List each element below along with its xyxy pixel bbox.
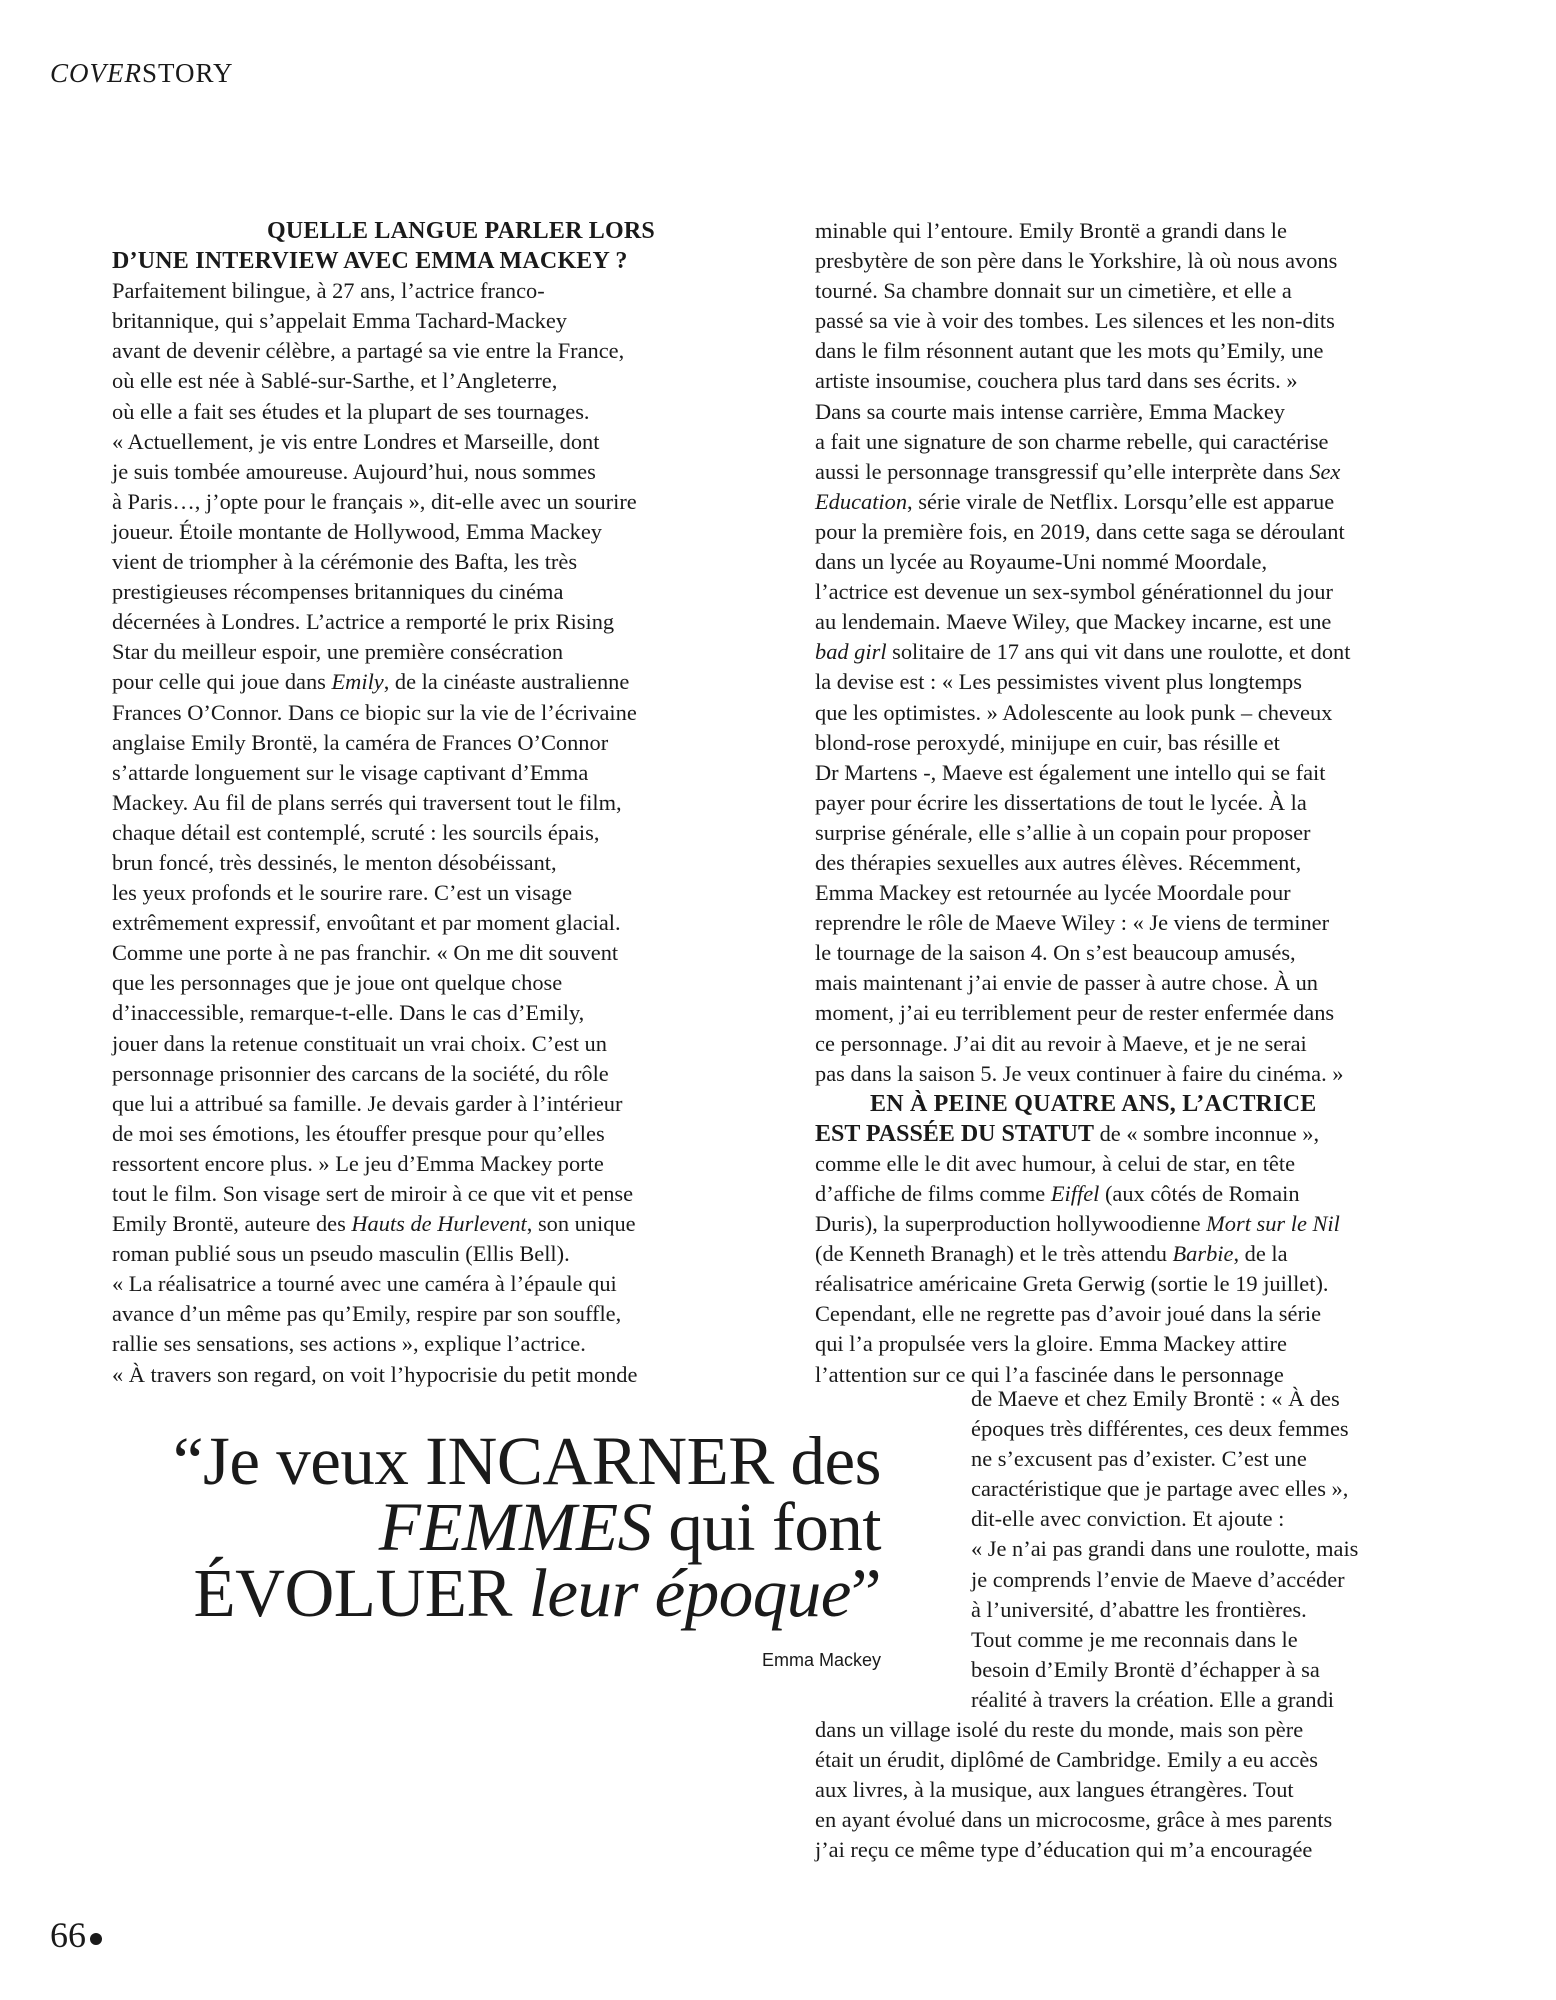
text-run: avance d’un même pas qu’Emily, respire par son souffle,	[112, 1301, 622, 1327]
text-line	[815, 998, 1350, 1028]
article-column-1	[112, 216, 655, 1390]
text-line	[815, 1089, 1350, 1119]
text-line	[815, 1149, 1350, 1179]
text-line	[815, 1745, 1332, 1775]
text-run: de moi ses émotions, les étouffer presque pour qu’elles	[112, 1120, 605, 1146]
text-line	[815, 758, 1350, 788]
text-line	[815, 1239, 1350, 1269]
text-line	[112, 547, 655, 577]
text-line	[815, 487, 1350, 517]
text-run: (de Kenneth Branagh) et le très attendu	[815, 1241, 1173, 1267]
bullet-dot-icon	[90, 1933, 102, 1945]
text-line	[815, 216, 1350, 246]
text-run: à l’université, d’abattre les frontières.	[971, 1596, 1307, 1622]
text-run: Mort sur le Nil	[1206, 1211, 1340, 1237]
pq-text: “Je veux	[172, 1423, 426, 1499]
text-run: « La réalisatrice a tourné avec une caméra à l’épaule qui	[112, 1271, 617, 1297]
text-line	[971, 1534, 1358, 1564]
section-header	[50, 58, 234, 89]
text-run: mais maintenant j’ai envie de passer à autre chose. À un	[815, 970, 1318, 996]
text-line	[815, 577, 1350, 607]
text-line	[971, 1444, 1358, 1474]
pq-text: des	[773, 1423, 881, 1499]
text-run: Cependant, elle ne regrette pas d’avoir joué dans la série	[815, 1301, 1322, 1327]
text-run: de « sombre inconnue »,	[1094, 1120, 1320, 1146]
text-run: réalité à travers la création. Elle a grandi	[971, 1686, 1335, 1712]
text-line	[815, 1029, 1350, 1059]
pull-quote-line-2	[173, 1489, 881, 1565]
text-run: prestigieuses récompenses britanniques du cinéma	[112, 579, 564, 605]
pq-text: leur époque	[528, 1555, 851, 1631]
article-column-3	[971, 1384, 1358, 1715]
text-line	[815, 1715, 1332, 1745]
text-run: pas dans la saison 5. Je veux continuer à faire du cinéma. »	[815, 1060, 1344, 1086]
text-run: Eiffel	[1050, 1181, 1100, 1206]
text-line	[971, 1565, 1358, 1595]
text-run: Frances O’Connor. Dans ce biopic sur la vie de l’écrivaine	[112, 699, 637, 725]
text-line	[112, 818, 655, 848]
text-run: dans le film résonnent autant que les mots qu’Emily, une	[815, 338, 1324, 364]
text-line	[815, 1775, 1332, 1805]
text-run: vient de triompher à la cérémonie des Bafta, les très	[112, 549, 578, 575]
text-run: pour la première fois, en 2019, dans cette saga se déroulant	[815, 518, 1345, 544]
text-line	[815, 366, 1350, 396]
text-run: brun foncé, très dessinés, le menton désobéissant,	[112, 849, 557, 875]
text-run: Hauts de Hurlevent	[351, 1211, 527, 1237]
text-run: que les personnages que je joue ont quelque chose	[112, 970, 563, 996]
text-line	[971, 1414, 1358, 1444]
text-line	[112, 848, 655, 878]
pq-text: ÉVOLUER	[193, 1555, 529, 1631]
text-line	[112, 607, 655, 637]
text-line	[815, 1329, 1350, 1359]
text-run: Education	[815, 488, 908, 514]
text-run: « Je n’ai pas grandi dans une roulotte, mais	[971, 1536, 1359, 1562]
text-line	[971, 1595, 1358, 1625]
header-story: STORY	[142, 58, 234, 88]
text-run: Emma Mackey est retournée au lycée Moordale pour	[815, 880, 1291, 906]
header-cover: COVER	[50, 58, 142, 88]
text-run: ce personnage. J’ai dit au revoir à Maeve, et je ne serai	[815, 1030, 1307, 1056]
pq-text: ”	[850, 1555, 881, 1631]
text-run: surprise générale, elle s’allie à un copain pour proposer	[815, 819, 1311, 845]
text-line	[971, 1655, 1358, 1685]
text-run: EST PASSÉE DU STATUT	[815, 1120, 1094, 1147]
text-run: « Actuellement, je vis entre Londres et Marseille, dont	[112, 428, 600, 454]
text-line	[815, 547, 1350, 577]
text-run: je comprends l’envie de Maeve d’accéder	[971, 1566, 1345, 1592]
text-line	[112, 306, 655, 336]
text-run: en ayant évolué dans un microcosme, grâce à mes parents	[815, 1807, 1333, 1833]
text-line	[112, 698, 655, 728]
text-run: bad girl	[815, 639, 887, 665]
text-run: au lendemain. Maeve Wiley, que Mackey incarne, est une	[815, 609, 1332, 635]
text-line	[112, 758, 655, 788]
text-line	[815, 938, 1350, 968]
text-line	[815, 427, 1350, 457]
text-run: presbytère de son père dans le Yorkshire, là où nous avons	[815, 248, 1338, 274]
text-run: (aux côtés de Romain	[1099, 1181, 1300, 1206]
article-column-2	[815, 216, 1350, 1390]
text-run: joueur. Étoile montante de Hollywood, Emma Mackey	[112, 518, 602, 544]
text-run: , série virale de Netflix. Lorsqu’elle est apparue	[907, 488, 1335, 514]
text-line	[112, 1299, 655, 1329]
text-line	[971, 1504, 1358, 1534]
text-run: l’attention sur ce qui l’a fascinée dans le personnage	[815, 1361, 1284, 1387]
text-run: chaque détail est contemplé, scruté : les sourcils épais,	[112, 819, 600, 845]
text-line	[112, 667, 655, 697]
text-run: Sex	[1309, 458, 1341, 484]
text-line	[815, 667, 1350, 697]
text-line	[815, 637, 1350, 667]
text-run: tout le film. Son visage sert de miroir à ce que vit et pense	[112, 1181, 634, 1206]
text-run: s’attarde longuement sur le visage captivant d’Emma	[112, 759, 589, 785]
text-run: aussi le personnage transgressif qu’elle interprète dans	[815, 458, 1310, 484]
text-line	[112, 577, 655, 607]
text-line	[112, 216, 655, 246]
text-line	[815, 848, 1350, 878]
pq-text: qui font	[651, 1489, 881, 1565]
text-line	[112, 728, 655, 758]
text-run: où elle a fait ses études et la plupart de ses tournages.	[112, 398, 590, 424]
text-run: à Paris…, j’opte pour le français », dit-elle avec un sourire	[112, 488, 637, 514]
pq-text: FEMMES	[378, 1489, 652, 1565]
text-line	[971, 1384, 1358, 1414]
text-run: artiste insoumise, couchera plus tard dans ses écrits. »	[815, 368, 1298, 394]
text-run: « À travers son regard, on voit l’hypocrisie du petit monde	[112, 1361, 638, 1387]
text-run: moment, j’ai eu terriblement peur de rester enfermée dans	[815, 1000, 1335, 1026]
text-run: j’ai reçu ce même type d’éducation qui m’a encouragée	[815, 1837, 1313, 1863]
text-line	[815, 698, 1350, 728]
text-line	[112, 246, 655, 276]
text-line	[815, 607, 1350, 637]
text-line	[815, 908, 1350, 938]
text-line	[815, 336, 1350, 366]
pq-text: INCARNER	[425, 1423, 774, 1499]
text-run: solitaire de 17 ans qui vit dans une roulotte, et dont	[886, 639, 1351, 665]
pull-quote-line-1	[172, 1423, 881, 1499]
text-line	[112, 366, 655, 396]
text-line	[815, 788, 1350, 818]
text-line	[112, 968, 655, 998]
text-run: des thérapies sexuelles aux autres élèves. Récemment,	[815, 849, 1302, 875]
text-line	[112, 397, 655, 427]
text-line	[815, 728, 1350, 758]
text-line	[971, 1625, 1358, 1655]
text-run: QUELLE LANGUE PARLER LORS	[267, 218, 655, 244]
text-run: de Maeve et chez Emily Brontë : « À des	[971, 1386, 1340, 1411]
text-run: que les optimistes. » Adolescente au look punk – cheveux	[815, 699, 1333, 725]
text-run: Dans sa courte mais intense carrière, Emma Mackey	[815, 398, 1286, 424]
text-line	[112, 1329, 655, 1359]
text-run: les yeux profonds et le sourire rare. C’est un visage	[112, 880, 573, 906]
text-run: anglaise Emily Brontë, la caméra de Frances O’Connor	[112, 729, 609, 755]
text-run: caractéristique que je partage avec elles »,	[971, 1476, 1349, 1502]
text-line	[815, 1835, 1332, 1865]
text-line	[112, 1179, 655, 1209]
text-run: Dr Martens -, Maeve est également une intello qui se fait	[815, 759, 1326, 785]
text-run: ressortent encore plus. » Le jeu d’Emma Mackey porte	[112, 1150, 604, 1176]
text-run: époques très différentes, ces deux femmes	[971, 1416, 1349, 1442]
text-run: décernées à Londres. L’actrice a remporté le prix Rising	[112, 609, 615, 635]
text-line	[815, 1299, 1350, 1329]
text-run: Duris), la superproduction hollywoodienne	[815, 1211, 1207, 1237]
text-line	[815, 246, 1350, 276]
text-line	[815, 397, 1350, 427]
text-line	[112, 908, 655, 938]
text-run: Barbie	[1172, 1241, 1234, 1267]
text-run: passé sa vie à voir des tombes. Les silences et les non-dits	[815, 308, 1335, 334]
text-line	[112, 457, 655, 487]
text-line	[112, 1269, 655, 1299]
text-run: payer pour écrire les dissertations de tout le lycée. À la	[815, 789, 1307, 815]
text-run: ne s’excusent pas d’exister. C’est une	[971, 1446, 1307, 1472]
text-line	[815, 1119, 1350, 1149]
pull-quote-line-3	[173, 1555, 881, 1631]
text-line	[815, 878, 1350, 908]
pull-quote	[172, 1423, 881, 1631]
text-run: je suis tombée amoureuse. Aujourd’hui, nous sommes	[112, 458, 596, 484]
text-run: roman publié sous un pseudo masculin (Ellis Bell).	[112, 1241, 570, 1267]
text-line	[112, 1209, 655, 1239]
text-line	[815, 276, 1350, 306]
text-run: Star du meilleur espoir, une première consécration	[112, 639, 564, 665]
text-run: Emily Brontë, auteure des	[112, 1211, 352, 1237]
text-run: qui l’a propulsée vers la gloire. Emma Mackey attire	[815, 1331, 1287, 1357]
text-run: britannique, qui s’appelait Emma Tachard-Mackey	[112, 308, 567, 334]
text-line	[112, 1360, 655, 1390]
text-run: pour celle qui joue dans	[112, 669, 332, 695]
text-line	[112, 1059, 655, 1089]
text-run: dans un village isolé du reste du monde, mais son père	[815, 1717, 1304, 1742]
text-line	[815, 1805, 1332, 1835]
text-line	[112, 517, 655, 547]
text-run: dans un lycée au Royaume-Uni nommé Moordale,	[815, 549, 1268, 575]
text-line	[112, 637, 655, 667]
text-line	[112, 788, 655, 818]
text-line	[112, 1149, 655, 1179]
text-run: était un érudit, diplômé de Cambridge. Emily a eu accès	[815, 1747, 1319, 1773]
text-run: que lui a attribué sa famille. Je devais garder à l’intérieur	[112, 1090, 623, 1116]
text-run: Parfaitement bilingue, à 27 ans, l’actrice franco-	[112, 278, 545, 304]
text-run: Comme une porte à ne pas franchir. « On me dit souvent	[112, 940, 619, 966]
text-line	[112, 938, 655, 968]
text-line	[112, 1029, 655, 1059]
page-number-text: 66	[50, 1915, 86, 1955]
text-run: Mackey. Au fil de plans serrés qui traversent tout le film,	[112, 789, 622, 815]
text-line	[815, 517, 1350, 547]
text-line	[815, 306, 1350, 336]
text-line	[112, 276, 655, 306]
text-line	[112, 427, 655, 457]
text-run: d’inaccessible, remarque-t-elle. Dans le cas d’Emily,	[112, 1000, 585, 1026]
text-run: l’actrice est devenue un sex-symbol générationnel du jour	[815, 579, 1333, 605]
text-run: Tout comme je me reconnais dans le	[971, 1626, 1298, 1652]
text-line	[971, 1474, 1358, 1504]
text-run: le tournage de la saison 4. On s’est beaucoup amusés,	[815, 940, 1296, 966]
text-run: aux livres, à la musique, aux langues étrangères. Tout	[815, 1777, 1294, 1803]
text-run: reprendre le rôle de Maeve Wiley : « Je viens de terminer	[815, 910, 1330, 936]
text-run: personnage prisonnier des carcans de la société, du rôle	[112, 1060, 609, 1086]
text-run: réalisatrice américaine Greta Gerwig (sortie le 19 juillet).	[815, 1271, 1329, 1297]
text-line	[815, 1059, 1350, 1089]
text-line	[815, 968, 1350, 998]
text-line	[112, 336, 655, 366]
text-run: comme elle le dit avec humour, à celui de star, en tête	[815, 1150, 1296, 1176]
text-line	[815, 1209, 1350, 1239]
text-run: rallie ses sensations, ses actions », explique l’actrice.	[112, 1331, 586, 1357]
text-run: , son unique	[526, 1211, 636, 1237]
text-run: minable qui l’entoure. Emily Brontë a grandi dans le	[815, 218, 1287, 243]
text-run: , de la cinéaste australienne	[383, 669, 630, 695]
text-run: où elle est née à Sablé-sur-Sarthe, et l’Angleterre,	[112, 368, 558, 394]
text-run: EN À PEINE QUATRE ANS, L’ACTRICE	[870, 1090, 1317, 1117]
text-run: D’UNE INTERVIEW AVEC EMMA MACKEY ?	[112, 248, 628, 275]
text-run: blond-rose peroxydé, minijupe en cuir, bas résille et	[815, 729, 1280, 755]
text-line	[815, 1179, 1350, 1209]
text-line	[971, 1685, 1358, 1715]
text-run: dit-elle avec conviction. Et ajoute :	[971, 1506, 1285, 1532]
text-run: jouer dans la retenue constituait un vrai choix. C’est un	[112, 1030, 607, 1056]
text-line	[112, 1119, 655, 1149]
text-line	[815, 818, 1350, 848]
article-column-4	[815, 1715, 1332, 1865]
text-line	[112, 487, 655, 517]
pull-quote-author: Emma Mackey	[761, 1650, 881, 1670]
page-number	[50, 1914, 102, 1956]
text-run: Emily	[331, 669, 384, 695]
text-run: d’affiche de films comme	[815, 1181, 1051, 1206]
text-run: extrêmement expressif, envoûtant et par moment glacial.	[112, 910, 621, 936]
text-line	[112, 1239, 655, 1269]
text-run: besoin d’Emily Brontë d’échapper à sa	[971, 1656, 1320, 1682]
text-line	[815, 457, 1350, 487]
text-run: la devise est : « Les pessimistes vivent plus longtemps	[815, 669, 1302, 695]
text-line	[112, 878, 655, 908]
text-run: , de la	[1233, 1241, 1288, 1267]
text-run: avant de devenir célèbre, a partagé sa vie entre la France,	[112, 338, 625, 364]
text-run: a fait une signature de son charme rebelle, qui caractérise	[815, 428, 1329, 454]
text-line	[815, 1269, 1350, 1299]
text-run: tourné. Sa chambre donnait sur un cimetière, et elle a	[815, 278, 1292, 304]
text-line	[112, 998, 655, 1028]
text-line	[112, 1089, 655, 1119]
